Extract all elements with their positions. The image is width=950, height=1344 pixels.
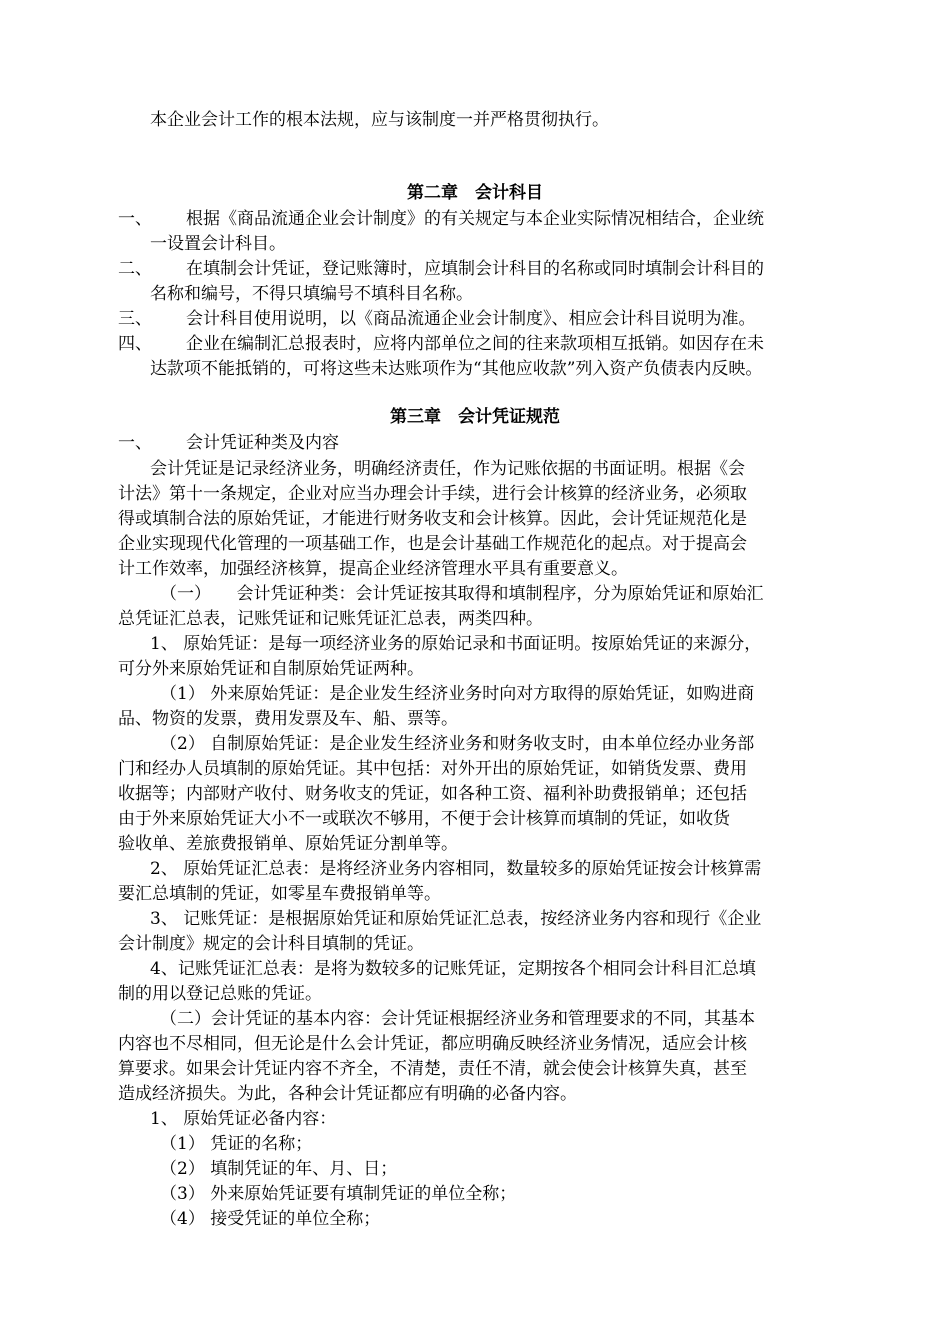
- body-line: 品、物资的发票，费用发票及车、船、票等。: [118, 709, 458, 729]
- body-line: 计工作效率，加强经济核算，提高企业经济管理水平具有重要意义。: [118, 559, 628, 579]
- intro-line: 本企业会计工作的根本法规，应与该制度一并严格贯彻执行。: [150, 110, 609, 130]
- body-line: 验收单、差旅费报销单、原始凭证分割单等。: [118, 834, 458, 854]
- item-line: 达款项不能抵销的，可将这些未达账项作为“其他应收款”列入资产负债表内反映。: [150, 359, 763, 379]
- section-number: 一、: [118, 433, 152, 453]
- item-number: 二、: [118, 259, 152, 279]
- item-line: 在填制会计凭证，登记账簿时，应填制会计科目的名称或同时填制会计科目的: [186, 259, 764, 279]
- body-line: （4） 接受凭证的单位全称；: [160, 1209, 381, 1229]
- item-number: 一、: [118, 209, 152, 229]
- body-line: 制的用以登记总账的凭证。: [118, 984, 322, 1004]
- body-line: （2） 自制原始凭证：是企业发生经济业务和财务收支时，由本单位经办业务部: [160, 734, 755, 754]
- body-line: 1、 原始凭证必备内容：: [150, 1109, 337, 1129]
- section-title: 会计凭证种类及内容: [186, 433, 339, 453]
- item-number: 三、: [118, 309, 152, 329]
- chapter3-title: 第三章 会计凭证规范: [390, 407, 560, 427]
- body-line: （3） 外来原始凭证要有填制凭证的单位全称；: [160, 1184, 517, 1204]
- body-line: （二）会计凭证的基本内容：会计凭证根据经济业务和管理要求的不同，其基本: [160, 1009, 755, 1029]
- item-number: 四、: [118, 334, 152, 354]
- body-line: 由于外来原始凭证大小不一或联次不够用，不便于会计核算而填制的凭证，如收货: [118, 809, 730, 829]
- body-line: 造成经济损失。为此，各种会计凭证都应有明确的必备内容。: [118, 1084, 577, 1104]
- body-line: 2、 原始凭证汇总表：是将经济业务内容相同，数量较多的原始凭证按会计核算需: [150, 859, 762, 879]
- body-line: 会计制度》规定的会计科目填制的凭证。: [118, 934, 424, 954]
- body-line: 计法》第十一条规定，企业对应当办理会计手续，进行会计核算的经济业务，必须取: [118, 484, 747, 504]
- body-line: 3、 记账凭证：是根据原始凭证和原始凭证汇总表，按经济业务内容和现行《企业: [150, 909, 762, 929]
- body-line: （1） 外来原始凭证：是企业发生经济业务时向对方取得的原始凭证，如购进商: [160, 684, 755, 704]
- body-line: 4、记账凭证汇总表：是将为数较多的记账凭证，定期按各个相同会计科目汇总填: [150, 959, 756, 979]
- item-line: 一设置会计科目。: [150, 234, 286, 254]
- chapter2-title: 第二章 会计科目: [407, 183, 543, 203]
- item-line: 企业在编制汇总报表时，应将内部单位之间的往来款项相互抵销。如因存在未: [186, 334, 764, 354]
- body-line: 总凭证汇总表，记账凭证和记账凭证汇总表，两类四种。: [118, 609, 543, 629]
- body-line: 门和经办人员填制的原始凭证。其中包括：对外开出的原始凭证，如销货发票、费用: [118, 759, 747, 779]
- item-line: 根据《商品流通企业会计制度》的有关规定与本企业实际情况相结合，企业统: [186, 209, 764, 229]
- body-line: 算要求。如果会计凭证内容不齐全，不清楚，责任不清，就会使会计核算失真，甚至: [118, 1059, 747, 1079]
- body-line: 收据等；内部财产收付、财务收支的凭证，如各种工资、福利补助费报销单；还包括: [118, 784, 747, 804]
- body-line: 可分外来原始凭证和自制原始凭证两种。: [118, 659, 424, 679]
- body-line: 1、 原始凭证：是每一项经济业务的原始记录和书面证明。按原始凭证的来源分，: [150, 634, 762, 654]
- body-line: 企业实现现代化管理的一项基础工作，也是会计基础工作规范化的起点。对于提高会: [118, 534, 747, 554]
- body-line: 要汇总填制的凭证，如零星车费报销单等。: [118, 884, 441, 904]
- body-line: （1） 凭证的名称；: [160, 1134, 313, 1154]
- body-line: 内容也不尽相同，但无论是什么会计凭证，都应明确反映经济业务情况，适应会计核: [118, 1034, 747, 1054]
- body-line: （一） 会计凭证种类：会计凭证按其取得和填制程序，分为原始凭证和原始汇: [160, 584, 764, 604]
- body-line: 会计凭证是记录经济业务，明确经济责任，作为记账依据的书面证明。根据《会: [150, 459, 745, 479]
- item-line: 名称和编号，不得只填编号不填科目名称。: [150, 284, 473, 304]
- body-line: 得或填制合法的原始凭证，才能进行财务收支和会计核算。因此，会计凭证规范化是: [118, 509, 747, 529]
- body-line: （2） 填制凭证的年、月、日；: [160, 1159, 398, 1179]
- item-line: 会计科目使用说明，以《商品流通企业会计制度》、相应会计科目说明为准。: [186, 309, 756, 329]
